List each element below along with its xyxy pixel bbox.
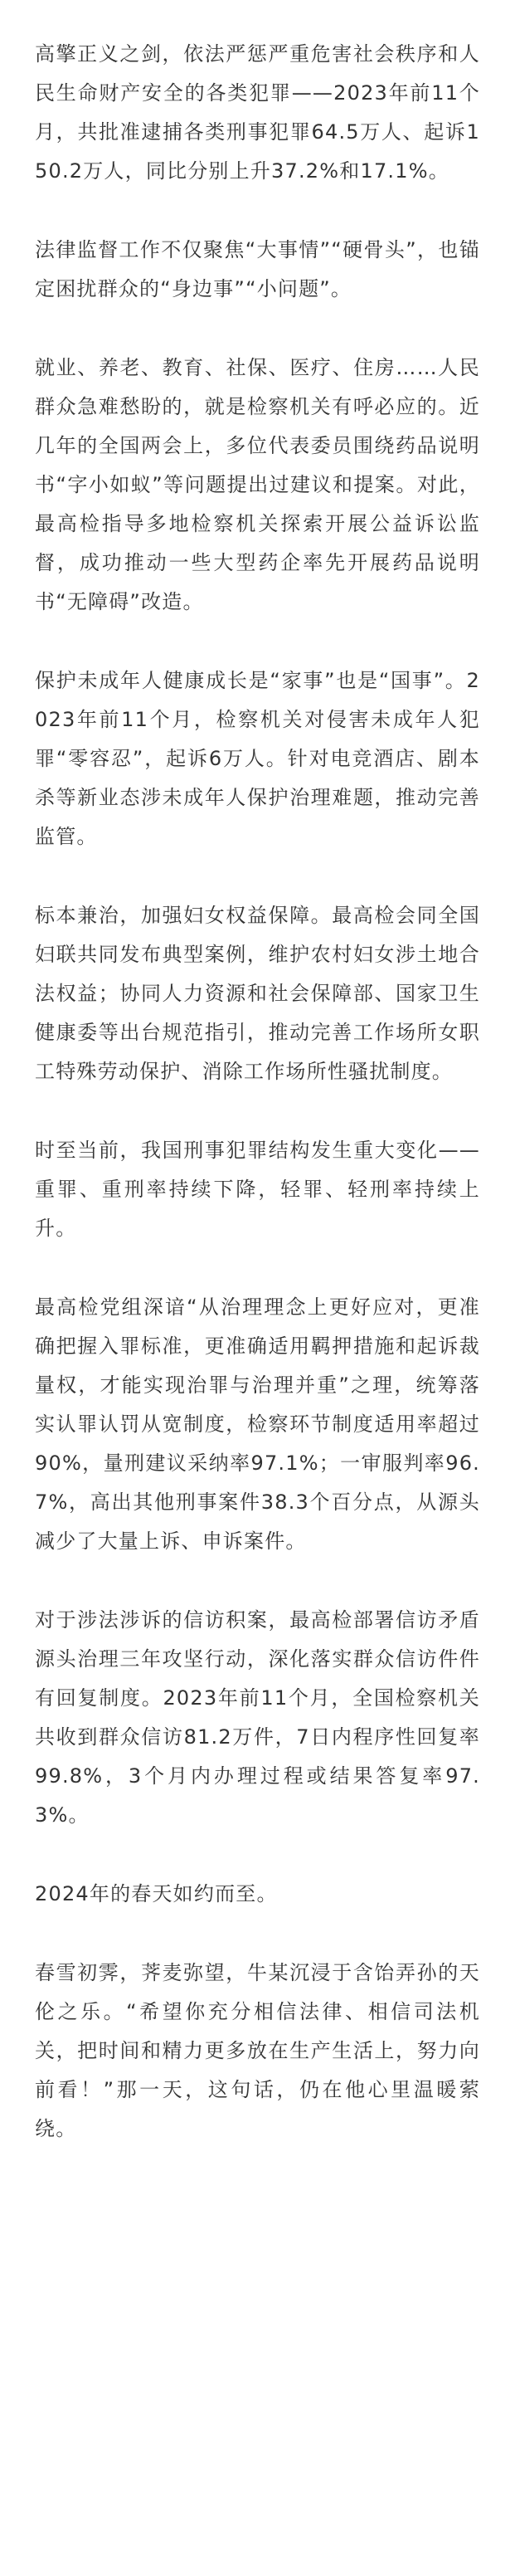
paragraph-4: 保护未成年人健康成长是“家事”也是“国事”。2023年前11个月，检察机关对侵害未成年人犯罪“零容忍”，起诉6万人。针对电竞酒店、剧本杀等新业态涉未成年人保护治理难题，推动完善监管。	[35, 669, 480, 848]
paragraph-5: 标本兼治，加强妇女权益保障。最高检会同全国妇联共同发布典型案例，维护农村妇女涉土地合法权益；协同人力资源和社会保障部、国家卫生健康委等出台规范指引，推动完善工作场所女职工特殊劳动保护、消除工作场所性骚扰制度。	[35, 904, 480, 1083]
paragraph-7: 最高检党组深谙“从治理理念上更好应对，更准确把握入罪标准，更准确适用羁押措施和起诉裁量权，才能实现治罪与治理并重”之理，统筹落实认罪认罚从宽制度，检察环节制度适用率超过90%，量刑建议采纳率97.1%；一审服判率96.7%，高出其他刑事案件38.3个百分点，从源头减少了大量上诉、申诉案件。	[35, 1295, 480, 1553]
paragraph-10: 春雪初霁，荠麦弥望，牛某沉浸于含饴弄孙的天伦之乐。“希望你充分相信法律、相信司法机关，把时间和精力更多放在生产生活上，努力向前看！”那一天，这句话，仍在他心里温暖萦绕。	[35, 1961, 480, 2140]
paragraph-3: 就业、养老、教育、社保、医疗、住房……人民群众急难愁盼的，就是检察机关有呼必应的。近几年的全国两会上，多位代表委员围绕药品说明书“字小如蚁”等问题提出过建议和提案。对此，最高检指导多地检察机关探索开展公益诉讼监督，成功推动一些大型药企率先开展药品说明书“无障碍”改造。	[35, 356, 480, 613]
paragraph-1: 高擎正义之剑，依法严惩严重危害社会秩序和人民生命财产安全的各类犯罪——2023年前11个月，共批准逮捕各类刑事犯罪64.5万人、起诉150.2万人，同比分别上升37.2%和17.1%。	[35, 42, 480, 183]
paragraph-8: 对于涉法涉诉的信访积案，最高检部署信访矛盾源头治理三年攻坚行动，深化落实群众信访件件有回复制度。2023年前11个月，全国检察机关共收到群众信访81.2万件，7日内程序性回复率99.8%，3个月内办理过程或结果答复率97.3%。	[35, 1608, 480, 1827]
paragraph-6: 时至当前，我国刑事犯罪结构发生重大变化——重罪、重刑率持续下降，轻罪、轻刑率持续上升。	[35, 1139, 480, 1240]
paragraph-9: 2024年的春天如约而至。	[35, 1882, 278, 1905]
paragraph-2: 法律监督工作不仅聚焦“大事情”“硬骨头”，也锚定困扰群众的“身边事”“小问题”。	[35, 238, 480, 300]
